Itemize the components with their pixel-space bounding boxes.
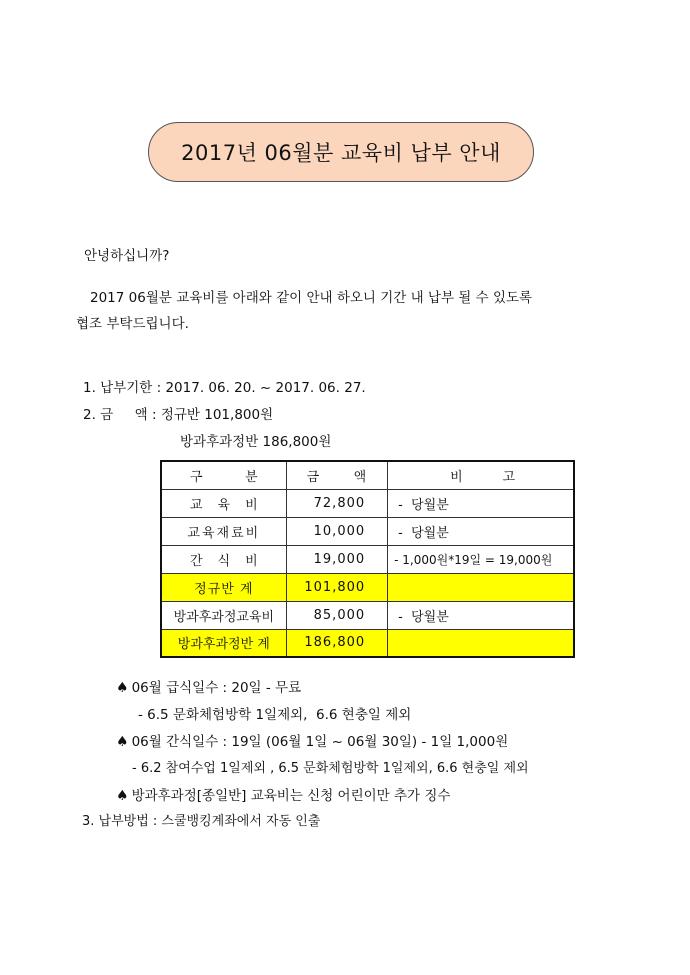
- table-row: [161, 601, 574, 629]
- section-2-amount: 2. 금 액 : 정규반 101,800원: [83, 407, 274, 423]
- title-banner: [148, 122, 534, 182]
- note-text: 06월 간식일수 : 19일 (06월 1일 ~ 06월 30일) - 1일 1,000원: [131, 734, 509, 750]
- header-amount: [286, 461, 387, 489]
- section-1-deadline: 1. 납부기한 : 2017. 06. 20. ~ 2017. 06. 27.: [83, 380, 366, 396]
- item-text: 비: [245, 497, 258, 513]
- section-3-payment-method: 3. 납부방법 : 스쿨뱅킹계좌에서 자동 인출: [82, 814, 321, 829]
- amount-cell: 85,000: [286, 601, 387, 629]
- table-row: [161, 489, 574, 517]
- amount-cell: 19,000: [286, 545, 387, 573]
- header-text: 액: [353, 469, 368, 485]
- item-cell: 방과후과정반 계: [161, 629, 286, 657]
- note-meal-days: [116, 676, 301, 696]
- note-cell: - 당월분: [388, 601, 574, 629]
- note-cell: - 당월분: [388, 489, 574, 517]
- amount-cell: 72,800: [286, 489, 387, 517]
- note-snack-exclusions: - 6.2 참여수업 1일제외 , 6.5 문화체험방학 1일제외, 6.6 현충일 제외: [132, 761, 529, 776]
- spade-bullet-icon: ♠: [116, 680, 129, 696]
- section-2-afterschool-amount: 방과후과정반 186,800원: [180, 434, 332, 450]
- table-row: [161, 517, 574, 545]
- header-note: [388, 461, 574, 489]
- header-text: 고: [502, 469, 515, 485]
- table-row-subtotal-afterschool: [161, 629, 574, 657]
- note-meal-exclusions: - 6.5 문화체험방학 1일제외, 6.6 현충일 제외: [138, 707, 412, 723]
- item-text: 식: [217, 553, 231, 569]
- header-category: [161, 461, 286, 489]
- header-text: 구: [190, 469, 203, 485]
- table-row: [161, 545, 574, 573]
- item-cell: [161, 545, 286, 573]
- page-title: 2017년 06월분 교육비 납부 안내: [181, 141, 501, 165]
- note-text: 방과후과정[종일반] 교육비는 신청 어린이만 추가 징수: [131, 788, 451, 804]
- fee-table: [160, 460, 575, 658]
- note-text: 06월 급식일수 : 20일 - 무료: [131, 680, 302, 696]
- table-row-subtotal-regular: [161, 573, 574, 601]
- spade-bullet-icon: ♠: [116, 734, 129, 750]
- item-text: 비: [245, 553, 258, 569]
- item-cell: 정규반 계: [161, 573, 286, 601]
- intro-line-1: 2017 06월분 교육비를 아래와 같이 안내 하오니 기간 내 납부 될 수 있도록: [90, 290, 533, 306]
- note-afterschool-fee: [116, 784, 450, 804]
- note-cell: [388, 629, 574, 657]
- greeting: 안녕하십니까?: [84, 248, 170, 264]
- item-cell: 교육재료비: [161, 517, 286, 545]
- amount-cell: 101,800: [286, 573, 387, 601]
- table-header-row: [161, 461, 574, 489]
- intro-line-2: 협조 부탁드립니다.: [76, 316, 189, 332]
- note-cell: - 당월분: [388, 517, 574, 545]
- header-text: 금: [306, 469, 321, 485]
- amount-cell: 10,000: [286, 517, 387, 545]
- amount-cell: 186,800: [286, 629, 387, 657]
- header-text: 비: [450, 469, 463, 485]
- item-text: 간: [190, 553, 203, 569]
- item-cell: 방과후과정교육비: [161, 601, 286, 629]
- item-cell: [161, 489, 286, 517]
- note-cell: [388, 573, 574, 601]
- item-text: 육: [217, 497, 231, 513]
- header-text: 분: [245, 469, 258, 485]
- spade-bullet-icon: ♠: [116, 788, 129, 804]
- note-cell: - 1,000원*19일 = 19,000원: [388, 545, 574, 573]
- item-text: 교: [190, 497, 203, 513]
- note-snack-days: [116, 730, 508, 750]
